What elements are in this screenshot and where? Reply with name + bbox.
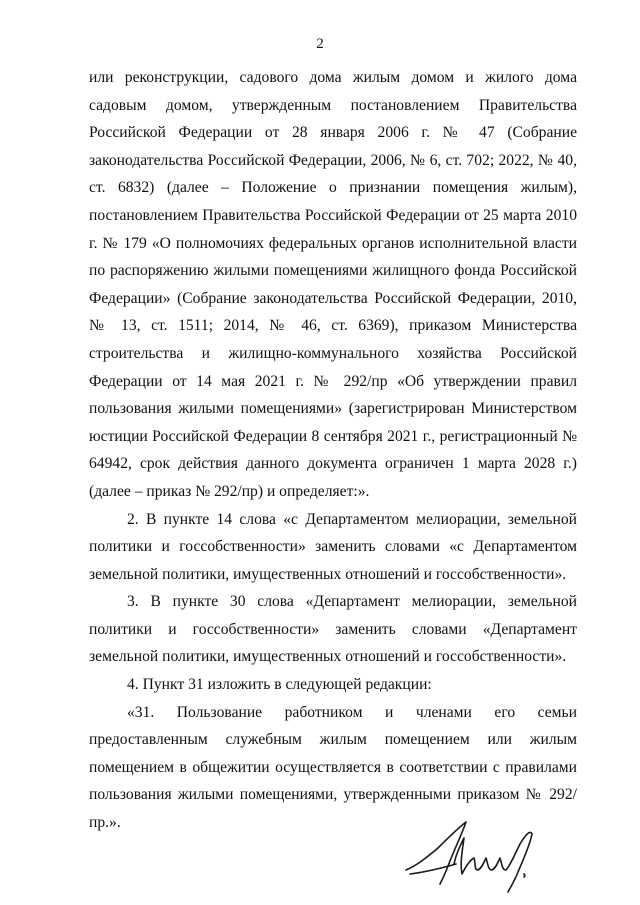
paragraph-item-4: 4. Пункт 31 изложить в следующей редакции: [127,676,432,694]
document-body [89,64,577,837]
paragraph-item-2: 2. В пункте 14 слова «с Департаментом мелиорации, земельной политики и госсобственности» заменить словами «с Департаментом земельной политики, имущественных отношений и госсобственности». [89,510,577,583]
page-number: 2 [316,36,324,52]
handwritten-signature-icon [396,808,546,898]
paragraph-item-31: «31. Пользование работником и членами его семьи предоставленным служебным жилым помещением или жилым помещением в общежитии осуществляется в соответствии с правилами пользования жилыми помещениями, утвержденными приказом № 292/пр.». [89,703,577,832]
paragraph-continuation: или реконструкции, садового дома жилым домом и жилого дома садовым домом, утвержденным постановлением Правительства Российской Федерации от 28 января 2006 г. № 47 (Собрание законодательства Российской Федерации, 2006, № 6, ст. 702; 2022, № 40, ст. 6832) (далее – Положение о признании помещения жилым), постановлением Правительства Российской Федерации от 25 марта 2010 г. № 179 «О полномочиях федеральных органов исполнительной власти по распоряжению жилыми помещениями жилищного фонда Российской Федерации» (Собрание законодательства Российской Федерации, 2010, № 13, ст. 1511; 2014, № 46, ст. 6369), приказом Министерства строительства и жилищно-коммунального хозяйства Российской Федерации от 14 мая 2021 г. № 292/пр «Об утверждении правил пользования жилыми помещениями» (зарегистрирован Министерством юстиции Российской Федерации 8 сентября 2021 г., регистрационный № 64942, срок действия данного документа ограничен 1 марта 2028 г.) (далее – приказ № 292/пр) и определяет:». [89,69,577,500]
paragraph-item-3: 3. В пункте 30 слова «Департамент мелиорации, земельной политики и госсобственности» заменить словами «Департамент земельной политики, имущественных отношений и госсобственности». [89,593,577,666]
